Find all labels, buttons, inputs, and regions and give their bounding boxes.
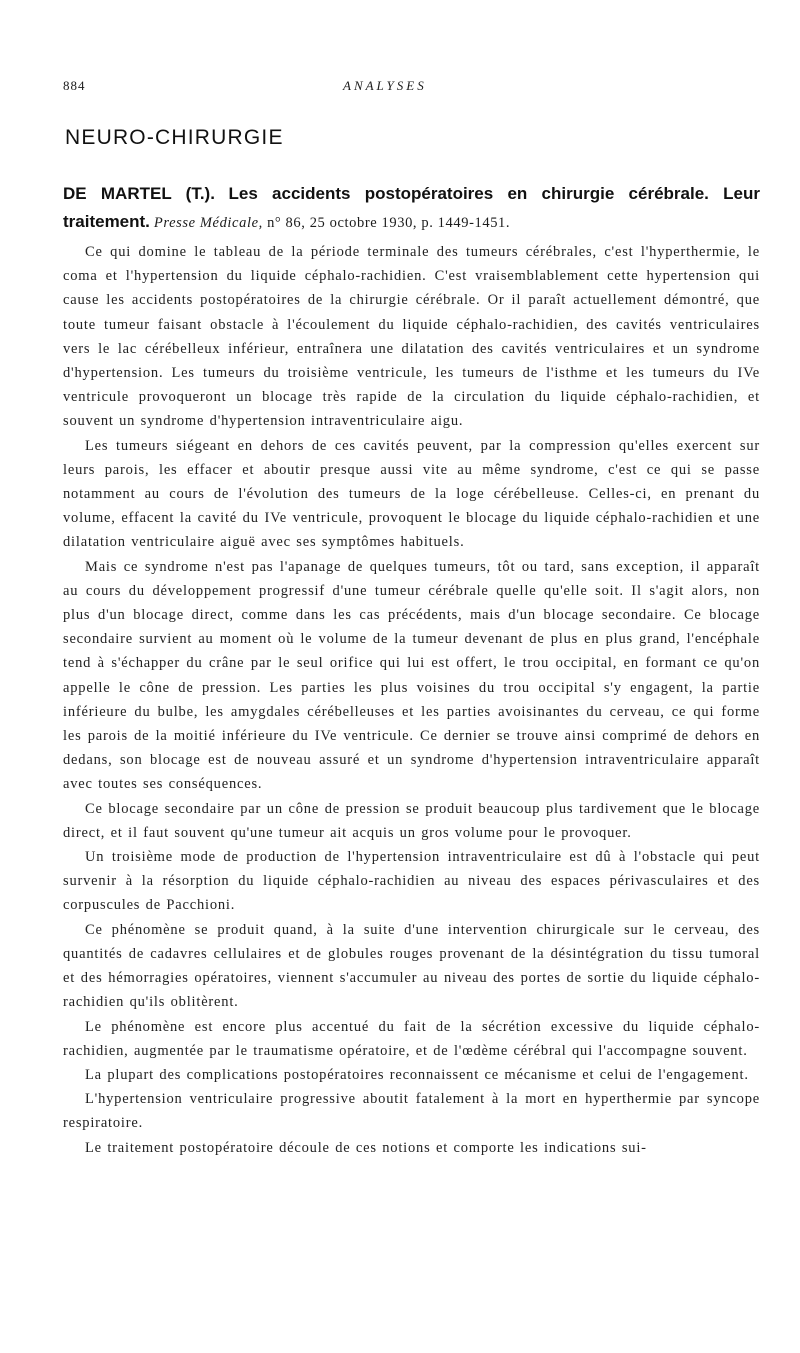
journal-citation: n° 86, 25 octobre 1930, p. 1449-1451.	[267, 215, 511, 231]
paragraph: Le traitement postopératoire découle de ces notions et comporte les indications sui-	[85, 1139, 647, 1156]
paragraph: Ce qui domine le tableau de la période terminale des tumeurs cérébrales, c'est l'hyperthermie, le coma et l'hypertension du liquide céphalo-rachidien. C'est vraisemblablement cette hypertension qui cause les accidents postopératoires de la chirurgie cérébrale. Or il paraît actuellement démontré, que toute tumeur faisant obstacle à l'écoulement du liquide céphalo-rachidien, des cavités ventriculaires vers le lac cérébelleux inférieur, entraînera une dilatation des cavités ventriculaires et un syndrome d'hypertension. Les tumeurs du troisième ventricule, les tumeurs de l'isthme et les tumeurs du IVe ventricule provoqueront un blocage très rapide de la circulation du liquide céphalo-rachidien, et souvent un syndrome d'hypertension intraventriculaire aigu.	[63, 244, 760, 430]
entry-author: DE MARTEL (T.).	[63, 184, 215, 203]
paragraph: Ce phénomène se produit quand, à la suite d'une intervention chirurgicale sur le cerveau, des quantités de cadavres cellulaires et de globules rouges provenant de la désintégration du tissu tumoral et des hémorragies opératoires, viennent s'accumuler au niveau des portes de sortie du liquide céphalo-rachidien qu'ils oblitèrent.	[63, 921, 760, 1011]
section-title: NEURO-CHIRURGIE	[65, 126, 284, 149]
paragraph: Le phénomène est encore plus accentué du fait de la sécrétion excessive du liquide céphalo-rachidien, augmentée par le traumatisme opératoire, et de l'œdème cérébral qui l'accompagne souvent.	[63, 1018, 760, 1059]
running-title: ANALYSES	[343, 78, 427, 93]
paragraph: Mais ce syndrome n'est pas l'apanage de quelques tumeurs, tôt ou tard, sans exception, il apparaît au cours du développement progressif d'une tumeur cérébrale quelle qu'elle soit. Il s'agit alors, non plus d'un blocage direct, comme dans les cas précédents, mais d'un blocage secondaire. Ce blocage secondaire survient au moment où le volume de la tumeur devenant de plus en plus grand, l'encéphale tend à s'échapper du crâne par le seul orifice qui lui est offert, le trou occipital, en formant ce qu'on appelle le cône de pression. Les parties les plus voisines du trou occipital s'y engagent, la partie inférieure du bulbe, les amygdales cérébelleuses et les parties avoisinantes du cerveau, ce qui forme les parois de la moitié inférieure du IVe ventricule. Ce dernier se trouve ainsi comprimé de dehors en dedans, son blocage est de nouveau assuré et un syndrome d'hypertension intraventriculaire apparaît avec toutes ses conséquences.	[63, 558, 760, 793]
paragraph: Un troisième mode de production de l'hypertension intraventriculaire est dû à l'obstacle qui peut survenir à la résorption du liquide céphalo-rachidien au niveau des espaces périvasculaires et des corpuscules de Pacchioni.	[63, 849, 760, 914]
entry-heading	[63, 180, 760, 237]
journal-name: Presse Médicale,	[153, 215, 263, 231]
article-body	[63, 240, 760, 1160]
entry-title: Les accidents postopératoires en chirurgie cérébrale. Leur	[228, 184, 760, 203]
entry-source	[154, 215, 510, 231]
running-header	[63, 58, 760, 92]
paragraph: La plupart des complications postopératoires reconnaissent ce mécanisme et celui de l'engagement.	[85, 1066, 749, 1083]
page-number: 884	[63, 78, 86, 93]
entry-title-continued: traitement.	[63, 212, 150, 231]
paragraph: Ce blocage secondaire par un cône de pression se produit beaucoup plus tardivement que le blocage direct, et il faut souvent qu'une tumeur ait acquis un gros volume pour le provoquer.	[63, 800, 760, 841]
paragraph: L'hypertension ventriculaire progressive aboutit fatalement à la mort en hyperthermie par syncope respiratoire.	[63, 1091, 760, 1132]
paragraph: Les tumeurs siégeant en dehors de ces cavités peuvent, par la compression qu'elles exercent sur leurs parois, les effacer et aboutir presque aussi vite au même syndrome, c'est ce qui se passe notamment au cours de l'évolution des tumeurs de la loge cérébelleuse. Celles-ci, en prenant du volume, effacent la cavité du IVe ventricule, provoquent le blocage du liquide céphalo-rachidien et une dilatation ventriculaire aiguë avec ses symptômes habituels.	[63, 437, 760, 551]
